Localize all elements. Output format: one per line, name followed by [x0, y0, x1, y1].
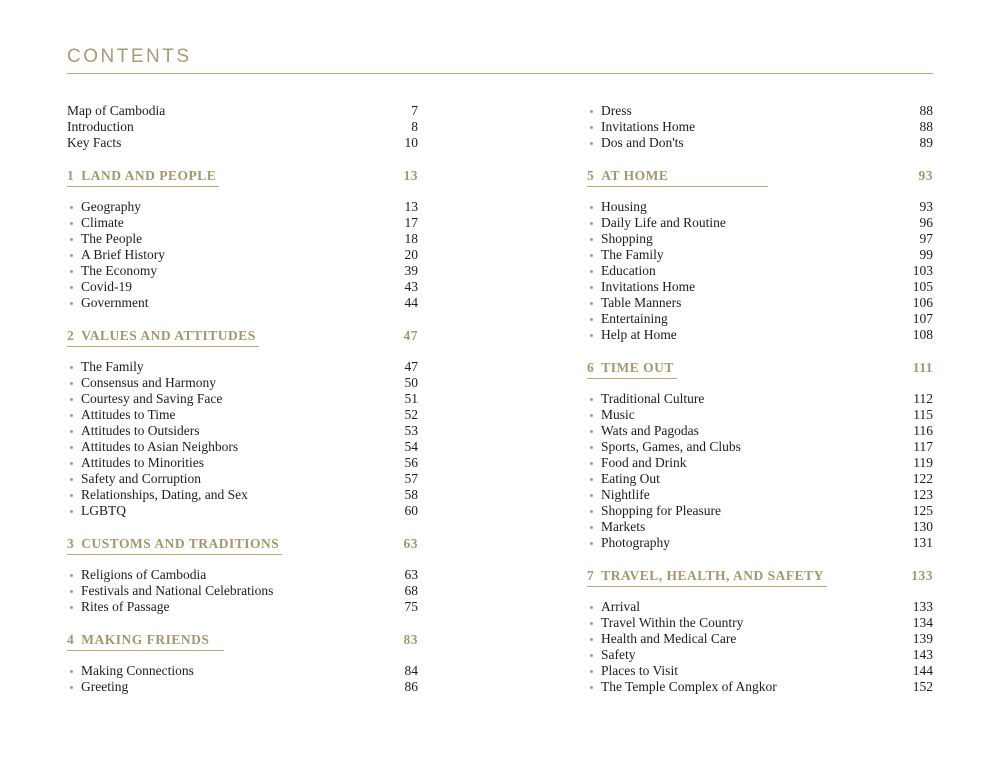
toc-item-label: Key Facts	[67, 135, 122, 150]
toc-item	[67, 439, 418, 455]
toc-item	[67, 247, 418, 263]
toc-item-label: Traditional Culture	[601, 391, 705, 406]
toc-left-column	[67, 103, 418, 695]
toc-item-page-number: 152	[912, 679, 933, 694]
toc-item-page-number: 131	[912, 535, 933, 550]
toc-item-label: Help at Home	[601, 327, 677, 342]
toc-item	[587, 519, 933, 535]
toc-item-label: Markets	[601, 519, 646, 534]
toc-item	[587, 407, 933, 423]
section-items	[67, 663, 418, 695]
bullet-icon	[590, 430, 593, 433]
toc-item-label: Health and Medical Care	[601, 631, 737, 646]
toc-item-label: Shopping for Pleasure	[601, 503, 721, 518]
section-page-number: 93	[918, 168, 933, 183]
bullet-icon	[590, 510, 593, 513]
toc-item	[587, 119, 933, 135]
bullet-icon	[590, 302, 593, 305]
bullet-icon	[590, 142, 593, 145]
bullet-icon	[590, 638, 593, 641]
toc-item	[67, 375, 418, 391]
section-number: 4	[67, 632, 75, 647]
toc-item-page-number: 75	[404, 599, 418, 614]
toc-item-page-number: 103	[912, 263, 933, 278]
bullet-icon	[590, 542, 593, 545]
section-header-time-out	[587, 360, 933, 379]
section-header-customs-and-traditions	[67, 536, 418, 555]
bullet-icon	[590, 446, 593, 449]
toc-item-page-number: 134	[912, 615, 933, 630]
section-title	[67, 536, 282, 555]
toc-item-label: Table Manners	[601, 295, 682, 310]
bullet-icon	[590, 478, 593, 481]
toc-item	[587, 423, 933, 439]
section-title	[67, 168, 219, 187]
toc-item	[587, 311, 933, 327]
section-title-text: MAKING FRIENDS	[81, 632, 210, 647]
section-title-text: CUSTOMS AND TRADITIONS	[81, 536, 280, 551]
toc-item	[67, 663, 418, 679]
section-number: 6	[587, 360, 595, 375]
toc-item-page-number: 89	[919, 135, 933, 150]
bullet-icon	[590, 318, 593, 321]
toc-item-page-number: 20	[404, 247, 418, 262]
section-header-values-and-attitudes	[67, 328, 418, 347]
bullet-icon	[590, 286, 593, 289]
bullet-icon	[590, 606, 593, 609]
toc-item-label: LGBTQ	[81, 503, 126, 518]
toc-item-page-number: 50	[404, 375, 418, 390]
toc-item-page-number: 60	[404, 503, 418, 518]
bullet-icon	[70, 366, 73, 369]
toc-item-label: Safety and Corruption	[81, 471, 201, 486]
bullet-icon	[590, 414, 593, 417]
toc-item	[67, 455, 418, 471]
section-number: 5	[587, 168, 595, 183]
section-items	[587, 599, 933, 695]
toc-item-page-number: 43	[404, 279, 418, 294]
toc-item-label: Attitudes to Asian Neighbors	[81, 439, 239, 454]
toc-item	[587, 279, 933, 295]
toc-item	[587, 295, 933, 311]
toc-item-label: Travel Within the Country	[601, 615, 744, 630]
toc-item-label: Housing	[601, 199, 647, 214]
toc-item	[587, 135, 933, 151]
bullet-icon	[70, 270, 73, 273]
section-title	[67, 632, 224, 651]
bullet-icon	[590, 222, 593, 225]
toc-item-page-number: 123	[912, 487, 933, 502]
bullet-icon	[590, 126, 593, 129]
bullet-icon	[590, 526, 593, 529]
bullet-icon	[70, 494, 73, 497]
toc-item-page-number: 130	[912, 519, 933, 534]
toc-columns	[67, 103, 933, 695]
toc-item-page-number: 57	[404, 471, 418, 486]
toc-item-page-number: 125	[912, 503, 933, 518]
section-title-text: AT HOME	[601, 168, 669, 183]
toc-item-label: Sports, Games, and Clubs	[601, 439, 741, 454]
bullet-icon	[70, 286, 73, 289]
section-title-text: LAND AND PEOPLE	[81, 168, 217, 183]
toc-item-label: Climate	[81, 215, 124, 230]
section-items	[67, 359, 418, 519]
bullet-icon	[590, 654, 593, 657]
toc-item-page-number: 108	[912, 327, 933, 342]
bullet-icon	[70, 574, 73, 577]
toc-item	[587, 231, 933, 247]
bullet-icon	[70, 414, 73, 417]
toc-item-page-number: 54	[404, 439, 418, 454]
toc-item	[67, 599, 418, 615]
section-number: 2	[67, 328, 75, 343]
page-title: CONTENTS	[67, 46, 192, 67]
toc-item-page-number: 106	[912, 295, 933, 310]
toc-item-label: Attitudes to Time	[81, 407, 176, 422]
toc-item-label: Music	[601, 407, 635, 422]
toc-item-label: The Family	[81, 359, 144, 374]
toc-item	[587, 471, 933, 487]
toc-item-label: Education	[601, 263, 656, 278]
toc-item	[587, 327, 933, 343]
toc-item-label: Places to Visit	[601, 663, 678, 678]
toc-item-label: Wats and Pagodas	[601, 423, 699, 438]
toc-item-page-number: 53	[404, 423, 418, 438]
toc-item	[587, 487, 933, 503]
toc-item-label: The Family	[601, 247, 664, 262]
toc-item-label: Arrival	[601, 599, 640, 614]
toc-item-label: The Economy	[81, 263, 158, 278]
toc-item-label: Introduction	[67, 119, 134, 134]
toc-item	[67, 487, 418, 503]
toc-item	[587, 455, 933, 471]
toc-item-page-number: 86	[404, 679, 418, 694]
toc-item	[67, 231, 418, 247]
toc-item-page-number: 139	[912, 631, 933, 646]
toc-item-page-number: 51	[404, 391, 418, 406]
toc-item-page-number: 119	[913, 455, 933, 470]
toc-item	[587, 615, 933, 631]
section-title	[587, 568, 827, 587]
toc-item	[67, 119, 418, 135]
toc-item-label: Rites of Passage	[81, 599, 170, 614]
toc-item-page-number: 105	[912, 279, 933, 294]
bullet-icon	[70, 462, 73, 465]
toc-item-label: Courtesy and Saving Face	[81, 391, 223, 406]
toc-item	[587, 503, 933, 519]
toc-item-label: Eating Out	[601, 471, 660, 486]
section-page-number: 47	[403, 328, 418, 343]
bullet-icon	[70, 590, 73, 593]
toc-item	[67, 503, 418, 519]
section-header-land-and-people	[67, 168, 418, 187]
toc-item-label: Safety	[601, 647, 636, 662]
section-page-number: 83	[403, 632, 418, 647]
bullet-icon	[590, 238, 593, 241]
toc-item-page-number: 107	[912, 311, 933, 326]
toc-item-label: The Temple Complex of Angkor	[601, 679, 777, 694]
toc-item-page-number: 115	[913, 407, 933, 422]
title-rule	[67, 73, 933, 74]
toc-item-label: Relationships, Dating, and Sex	[81, 487, 248, 502]
toc-item-page-number: 63	[404, 567, 418, 582]
toc-item-page-number: 144	[912, 663, 933, 678]
toc-item-label: Nightlife	[601, 487, 650, 502]
toc-item	[67, 679, 418, 695]
toc-item	[67, 583, 418, 599]
toc-item	[587, 679, 933, 695]
toc-item-label: Covid-19	[81, 279, 133, 294]
toc-item	[67, 423, 418, 439]
toc-item-page-number: 13	[404, 199, 418, 214]
bullet-icon	[590, 686, 593, 689]
section-page-number: 133	[911, 568, 933, 583]
bullet-icon	[590, 622, 593, 625]
toc-item-label: Map of Cambodia	[67, 103, 166, 118]
toc-item-page-number: 44	[404, 295, 418, 310]
toc-item-label: Consensus and Harmony	[81, 375, 216, 390]
bullet-icon	[70, 478, 73, 481]
section-header-making-friends	[67, 632, 418, 651]
toc-item	[67, 359, 418, 375]
toc-item-label: Photography	[601, 535, 670, 550]
toc-item-page-number: 52	[404, 407, 418, 422]
toc-right-column	[587, 103, 933, 695]
toc-item-label: Festivals and National Celebrations	[81, 583, 274, 598]
toc-item	[587, 599, 933, 615]
toc-item	[67, 471, 418, 487]
section-items	[67, 567, 418, 615]
toc-item-page-number: 96	[919, 215, 933, 230]
toc-item	[67, 567, 418, 583]
bullet-icon	[70, 606, 73, 609]
toc-item-label: The People	[81, 231, 143, 246]
section-title-text: TRAVEL, HEALTH, AND SAFETY	[601, 568, 824, 583]
bullet-icon	[590, 670, 593, 673]
toc-item-page-number: 10	[404, 135, 418, 150]
section-page-number: 111	[912, 360, 933, 375]
bullet-icon	[70, 430, 73, 433]
toc-item	[587, 247, 933, 263]
section-items	[587, 391, 933, 551]
toc-item	[587, 535, 933, 551]
bullet-icon	[70, 238, 73, 241]
toc-item-page-number: 117	[913, 439, 933, 454]
toc-item-page-number: 17	[404, 215, 418, 230]
toc-item-label: A Brief History	[81, 247, 165, 262]
bullet-icon	[70, 510, 73, 513]
toc-item-page-number: 39	[404, 263, 418, 278]
section-title-text: VALUES AND ATTITUDES	[81, 328, 256, 343]
toc-item-label: Invitations Home	[601, 279, 696, 294]
toc-item	[67, 103, 418, 119]
toc-item	[587, 263, 933, 279]
section-title-text: TIME OUT	[601, 360, 674, 375]
toc-item	[67, 135, 418, 151]
toc-item	[587, 439, 933, 455]
bullet-icon	[70, 446, 73, 449]
toc-item	[587, 199, 933, 215]
toc-item-page-number: 99	[919, 247, 933, 262]
toc-item	[587, 103, 933, 119]
toc-item	[67, 215, 418, 231]
section-header-travel-health-safety	[587, 568, 933, 587]
bullet-icon	[70, 302, 73, 305]
toc-item-page-number: 97	[919, 231, 933, 246]
bullet-icon	[590, 494, 593, 497]
bullet-icon	[590, 206, 593, 209]
toc-item	[587, 631, 933, 647]
toc-item	[67, 407, 418, 423]
toc-item-label: Making Connections	[81, 663, 194, 678]
bullet-icon	[590, 398, 593, 401]
toc-item-page-number: 56	[404, 455, 418, 470]
toc-item-label: Entertaining	[601, 311, 668, 326]
toc-item-label: Government	[81, 295, 149, 310]
toc-item-label: Dress	[601, 103, 632, 118]
toc-item-page-number: 116	[913, 423, 933, 438]
toc-item-page-number: 58	[404, 487, 418, 502]
bullet-icon	[590, 110, 593, 113]
toc-item-page-number: 88	[919, 119, 933, 134]
toc-item-page-number: 18	[404, 231, 418, 246]
toc-item	[67, 295, 418, 311]
section-page-number: 63	[403, 536, 418, 551]
section-title	[587, 168, 768, 187]
toc-item-page-number: 133	[912, 599, 933, 614]
toc-item	[67, 279, 418, 295]
section-title	[587, 360, 677, 379]
toc-item	[587, 647, 933, 663]
toc-item-label: Daily Life and Routine	[601, 215, 726, 230]
bullet-icon	[70, 382, 73, 385]
toc-item	[587, 215, 933, 231]
toc-item	[67, 391, 418, 407]
toc-item-page-number: 122	[912, 471, 933, 486]
toc-item-label: Geography	[81, 199, 141, 214]
section-number: 3	[67, 536, 75, 551]
bullet-icon	[70, 670, 73, 673]
bullet-icon	[70, 222, 73, 225]
toc-item-label: Attitudes to Minorities	[81, 455, 204, 470]
toc-item-page-number: 93	[919, 199, 933, 214]
toc-item	[587, 391, 933, 407]
section-number: 1	[67, 168, 75, 183]
toc-item	[67, 263, 418, 279]
bullet-icon	[70, 254, 73, 257]
section-header-at-home	[587, 168, 933, 187]
bullet-icon	[70, 206, 73, 209]
section-number: 7	[587, 568, 595, 583]
toc-item-label: Attitudes to Outsiders	[81, 423, 200, 438]
toc-item-label: Shopping	[601, 231, 653, 246]
bullet-icon	[590, 254, 593, 257]
toc-item-label: Religions of Cambodia	[81, 567, 207, 582]
front-items	[67, 103, 418, 151]
section-title	[67, 328, 259, 347]
toc-item-page-number: 143	[912, 647, 933, 662]
toc-item-page-number: 8	[411, 119, 418, 134]
section-items	[67, 199, 418, 311]
section-page-number: 13	[403, 168, 418, 183]
toc-item-page-number: 84	[404, 663, 418, 678]
overflow-items	[587, 103, 933, 151]
bullet-icon	[70, 398, 73, 401]
toc-item	[67, 199, 418, 215]
section-items	[587, 199, 933, 343]
bullet-icon	[590, 462, 593, 465]
bullet-icon	[70, 686, 73, 689]
toc-item-page-number: 7	[411, 103, 418, 118]
toc-item-page-number: 68	[404, 583, 418, 598]
toc-item	[587, 663, 933, 679]
toc-item-label: Dos and Don'ts	[601, 135, 684, 150]
toc-item-label: Greeting	[81, 679, 129, 694]
toc-item-label: Food and Drink	[601, 455, 687, 470]
bullet-icon	[590, 270, 593, 273]
toc-item-page-number: 47	[404, 359, 418, 374]
toc-item-page-number: 88	[919, 103, 933, 118]
bullet-icon	[590, 334, 593, 337]
toc-item-label: Invitations Home	[601, 119, 696, 134]
toc-item-page-number: 112	[913, 391, 933, 406]
